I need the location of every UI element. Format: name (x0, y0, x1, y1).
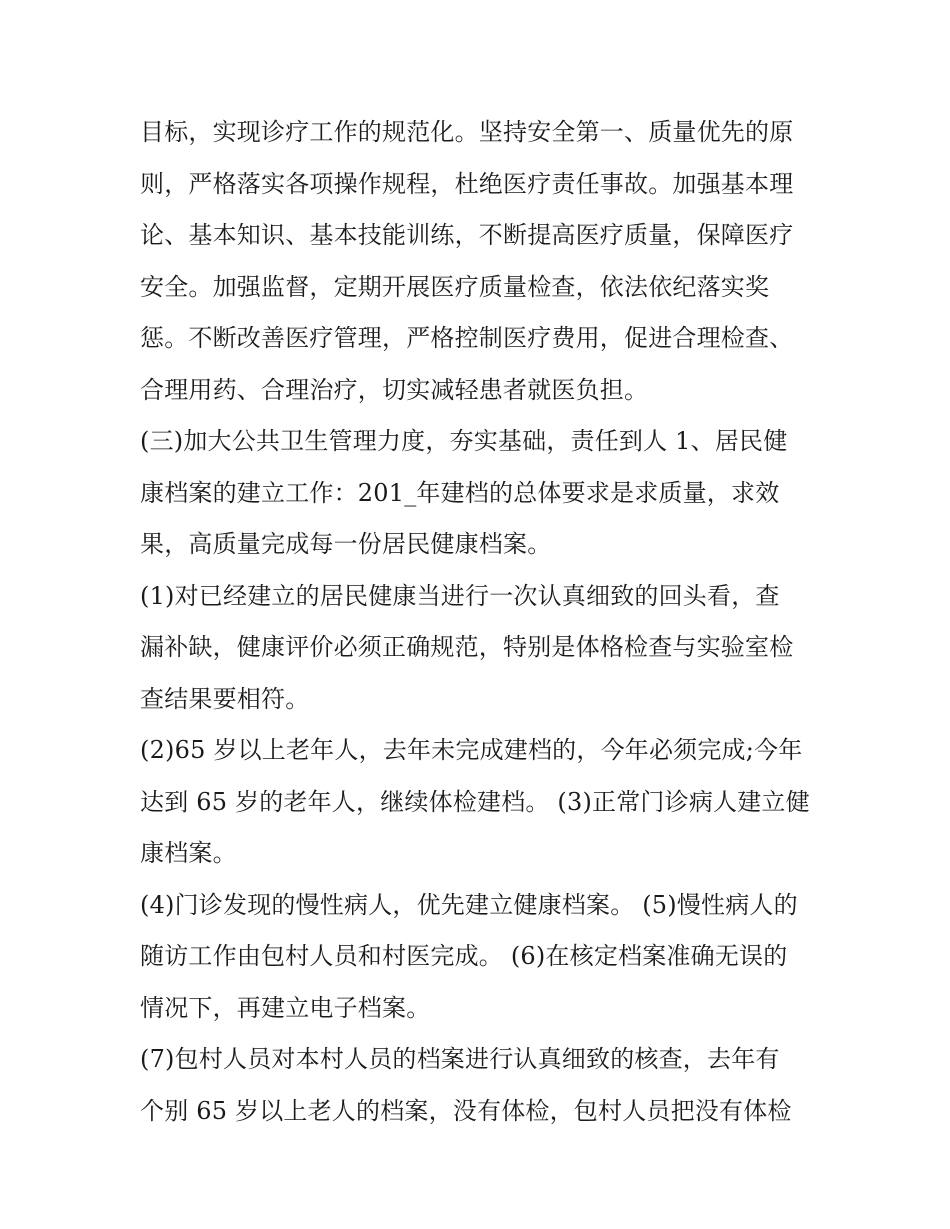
text-line: 康档案。 (140, 839, 237, 867)
text-line: 惩。不断改善医疗管理，严格控制医疗费用，促进合理检查、 (140, 324, 794, 352)
text-line: 果，高质量完成每一份居民健康档案。 (140, 530, 552, 558)
text-line: 个别 65 岁以上老人的档案，没有体检，包村人员把没有体检 (140, 1096, 792, 1125)
text-line: 则，严格落实各项操作规程，杜绝医疗责任事故。加强基本理 (140, 169, 794, 198)
text-line: (4)门诊发现的慢性病人，优先建立健康档案。 (5)慢性病人的 (140, 890, 798, 919)
text-line: 漏补缺，健康评价必须正确规范，特别是体格检查与实验室检 (140, 633, 794, 661)
text-line: (2)65 岁以上老年人，去年未完成建档的，今年必须完成;今年 (140, 736, 803, 764)
text-line: 目标，实现诊疗工作的规范化。坚持安全第一、质量优先的原 (140, 118, 794, 146)
text-line: 随访工作由包村人员和村医完成。 (6)在核定档案准确无误的 (140, 942, 788, 970)
text-line: (1)对已经建立的居民健康当进行一次认真细致的回头看，查 (140, 581, 780, 610)
text-line: 查结果要相符。 (140, 684, 310, 713)
text-line: 合理用药、合理治疗，切实减轻患者就医负担。 (140, 375, 649, 404)
text-line: 论、基本知识、基本技能训练，不断提高医疗质量，保障医疗 (140, 221, 794, 249)
text-line: (7)包村人员对本村人员的档案进行认真细致的核查，去年有 (140, 1045, 780, 1073)
text-line: 康档案的建立工作：201_年建档的总体要求是求质量，求效 (140, 478, 780, 507)
text-line: 情况下，再建立电子档案。 (140, 993, 431, 1022)
document-body (140, 107, 830, 1137)
text-line: (三)加大公共卫生管理力度，夯实基础，责任到人 1、居民健 (140, 427, 788, 455)
text-line: 达到 65 岁的老年人，继续体检建档。 (3)正常门诊病人建立健 (140, 787, 810, 816)
text-line: 安全。加强监督，定期开展医疗质量检查，依法依纪落实奖 (140, 272, 770, 301)
